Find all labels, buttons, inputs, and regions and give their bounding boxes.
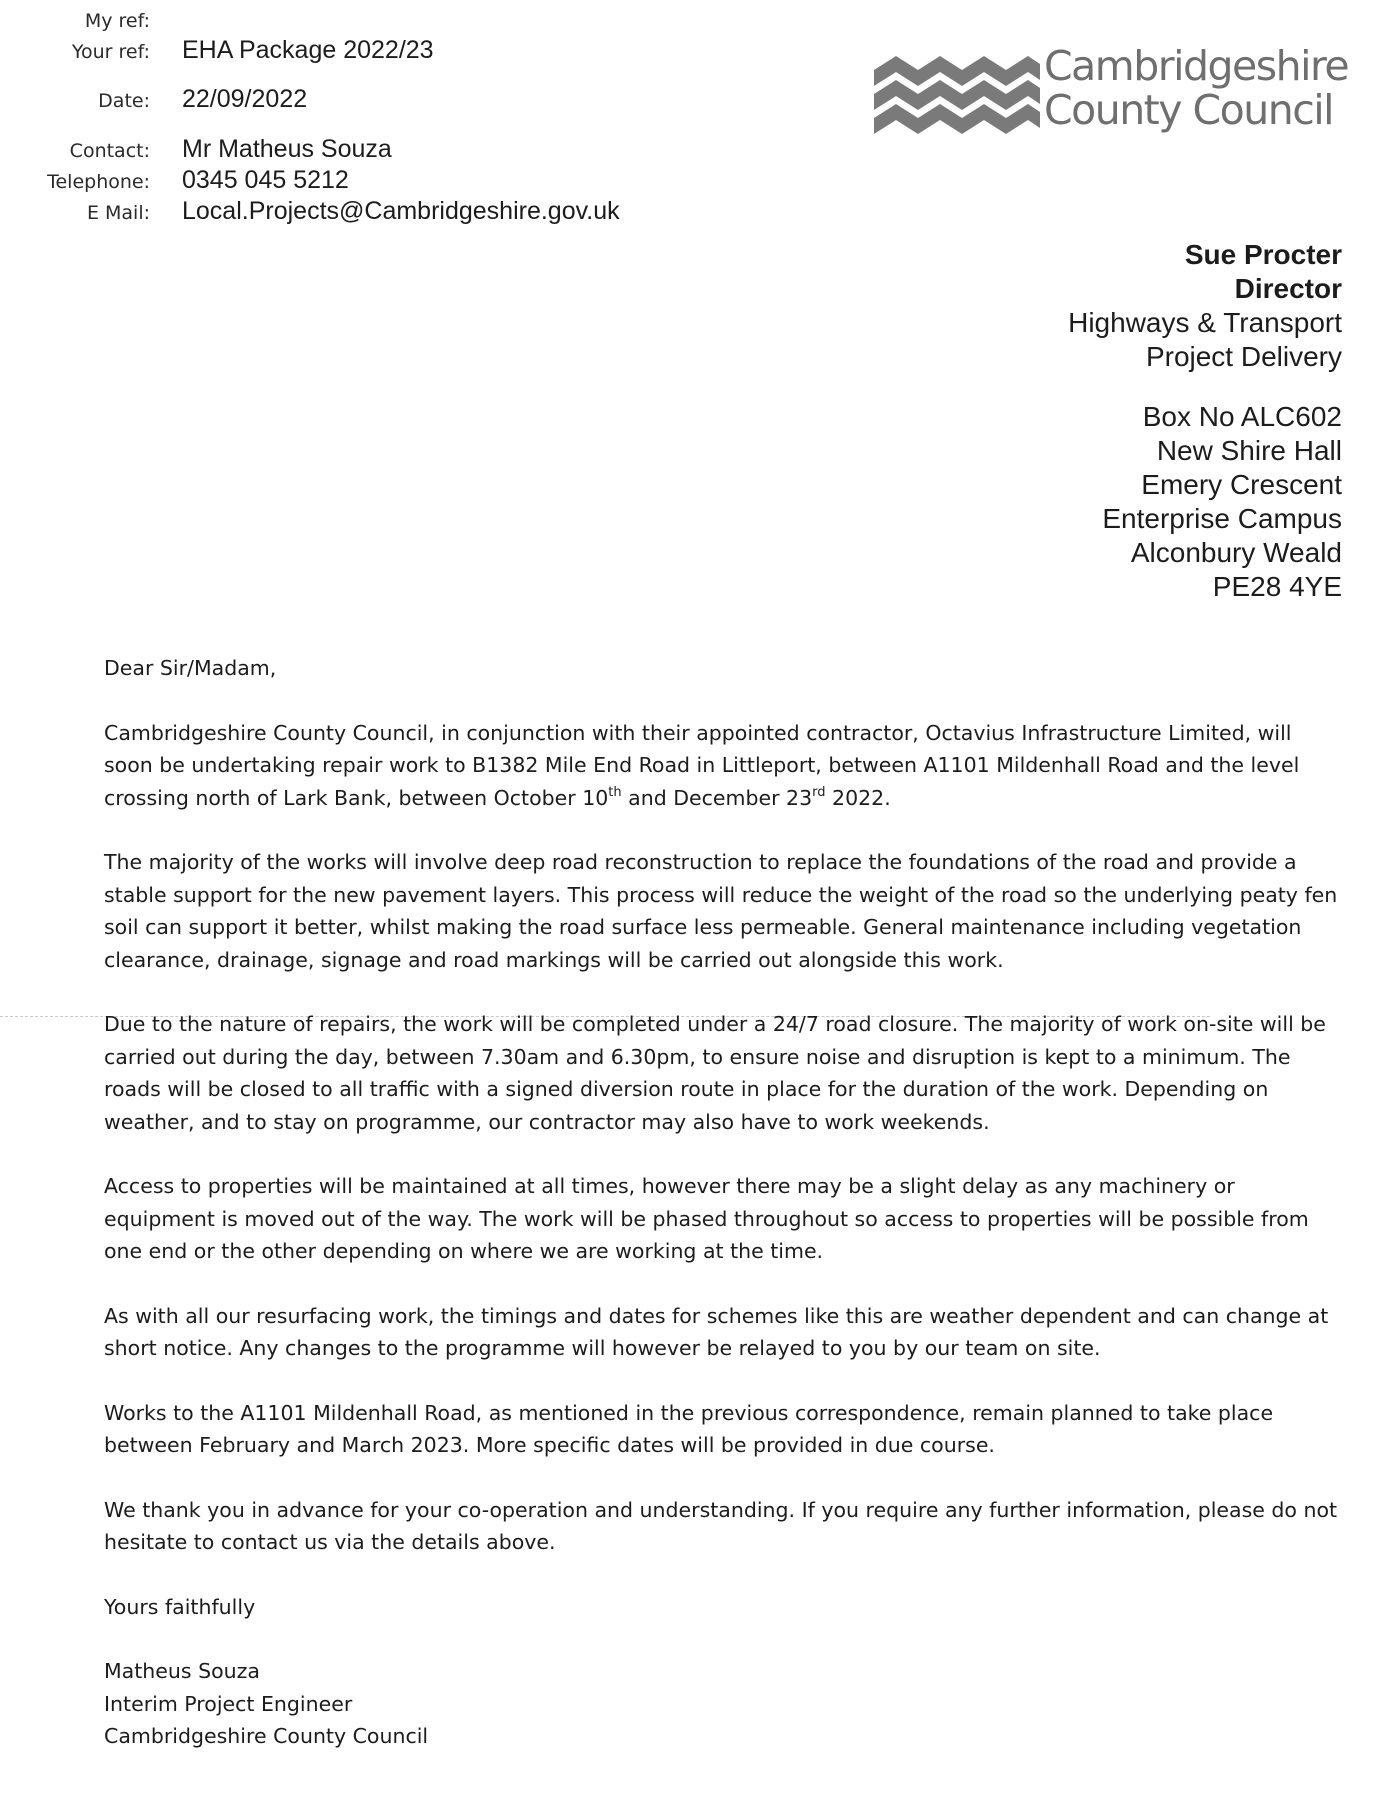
paragraph-1-part-a: Cambridgeshire County Council, in conjunction with their appointed contractor, Octavius Infrastructure Limited, will soon be undertaking repair work to B1382 Mile End Road in Littleport, between A1101 Mildenhall Road and the level crossing north of Lark Bank, between October 10 [104,720,1300,810]
address-block [1102,400,1342,604]
date-label: Date: [98,90,150,112]
closing: Yours faithfully [104,1594,256,1619]
signature-title: Interim Project Engineer [104,1691,353,1716]
logo-line-2: County Council [1044,86,1334,134]
paragraph-1-part-c: 2022. [825,785,891,810]
address-line-4: Enterprise Campus [1102,503,1342,534]
address-line-1: Box No ALC602 [1142,401,1342,432]
paragraph-5: As with all our resurfacing work, the timings and dates for schemes like this are weather dependent and can change at short notice. Any changes to the programme will however be relayed to you by our team on site. [104,1303,1329,1360]
paragraph-6: Works to the A1101 Mildenhall Road, as mentioned in the previous correspondence, remain planned to take place between February and March 2023. More specific dates will be provided in due course. [104,1400,1274,1457]
director-block [1068,238,1342,374]
director-title: Director [1234,273,1342,304]
logo-text [1044,44,1348,132]
salutation: Dear Sir/Madam, [104,656,277,680]
address-postcode: PE28 4YE [1212,571,1342,602]
director-department: Highways & Transport [1068,307,1342,338]
director-name: Sue Procter [1184,239,1342,270]
paragraph-1-sup-1: th [608,784,622,800]
paragraph-1 [104,717,1344,815]
address-line-3: Emery Crescent [1141,469,1342,500]
email-label: E Mail: [86,202,150,224]
paragraph-1-part-b: and December 23 [621,785,813,810]
contact-value: Mr Matheus Souza [182,135,392,163]
address-line-2: New Shire Hall [1156,435,1342,466]
council-logo [874,44,1354,144]
logo-wave-icon [874,50,1040,140]
date-value: 22/09/2022 [182,85,308,113]
contact-label: Contact: [69,140,150,162]
address-line-5: Alconbury Weald [1130,537,1342,568]
telephone-value: 0345 045 5212 [182,166,349,194]
paragraph-3: Due to the nature of repairs, the work will be completed under a 24/7 road closure. The majority of work on-site will be carried out during the day, between 7.30am and 6.30pm, to ensure noise and disruption is kept to a minimum. The roads will be closed to all traffic with a signed diversion route in place for the duration of the work. Depending on weather, and to stay on programme, our contractor may also have to work weekends. [104,1012,1326,1134]
email-value[interactable]: Local.Projects@Cambridgeshire.gov.uk [182,197,620,225]
your-ref-value: EHA Package 2022/23 [182,36,434,64]
your-ref-label: Your ref: [71,41,150,63]
letter-body [104,652,1344,1785]
paragraph-7: We thank you in advance for your co-operation and understanding. If you require any further information, please do not hesitate to contact us via the details above. [104,1497,1338,1554]
my-ref-label: My ref: [84,10,150,32]
signature-name: Matheus Souza [104,1659,260,1683]
paragraph-4: Access to properties will be maintained at all times, however there may be a slight delay as any machinery or equipment is moved out of the way. The work will be phased throughout so access to properties will be possible from one end or the other depending on where we are working at the time. [104,1174,1309,1263]
signature-block [104,1655,1344,1753]
director-division: Project Delivery [1145,341,1342,372]
paragraph-1-sup-2: rd [812,784,826,800]
logo-line-1: Cambridgeshire [1044,42,1349,90]
paragraph-2: The majority of the works will involve deep road reconstruction to replace the foundations of the road and provide a stable support for the new pavement layers. This process will reduce the weight of the road so the underlying peaty fen soil can support it better, whilst making the road surface less permeable. General maintenance including vegetation clearance, drainage, signage and road markings will be carried out alongside this work. [104,850,1338,972]
telephone-label: Telephone: [47,171,150,193]
signature-org: Cambridgeshire County Council [104,1724,429,1748]
